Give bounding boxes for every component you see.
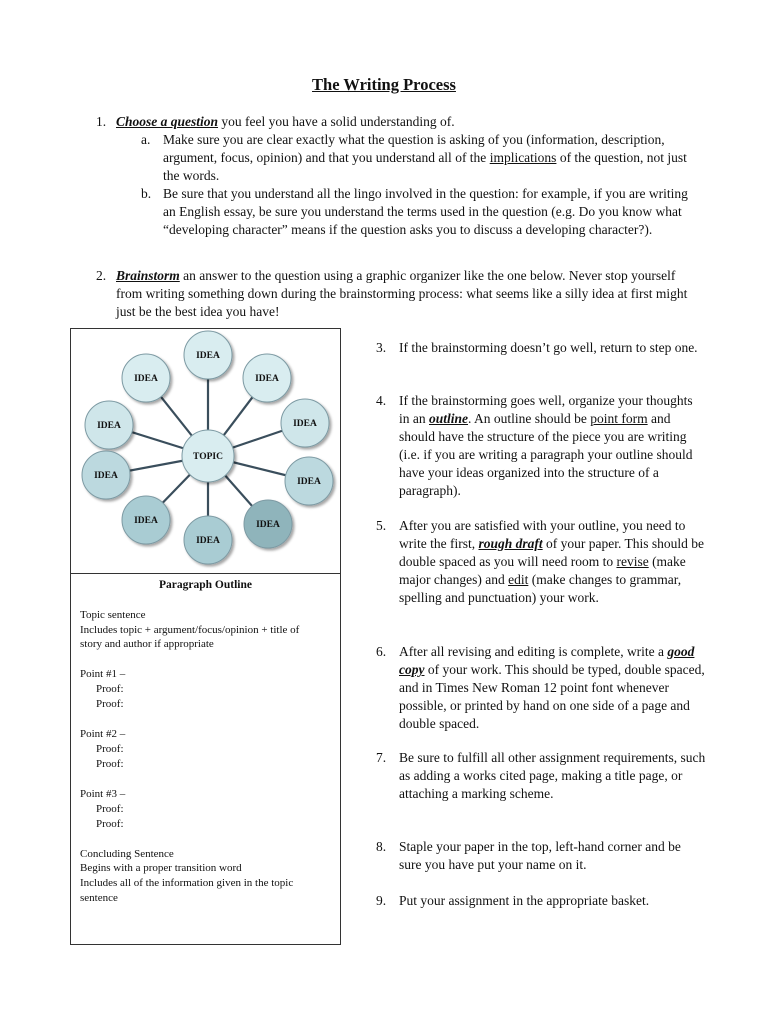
idea-node: [243, 354, 291, 402]
step-number: 4.: [376, 393, 387, 408]
emphasis: rough draft: [478, 536, 543, 551]
step-number: 1.: [96, 114, 107, 129]
step-number: 2.: [96, 268, 107, 283]
step-text-part: (make changes to grammar, spelling and punctuation) your work.: [399, 572, 682, 605]
step-text-part: of your work. This should be typed, double spaced, and in Times New Roman 12 point font whenever possible, or printed by hand on one side of a page and double spaced.: [399, 662, 705, 731]
step-text-part: If the brainstorming goes well, organize your thoughts in an: [399, 393, 693, 426]
step-3: [376, 339, 706, 357]
emphasis: good copy: [399, 644, 695, 677]
underlined-term: implications: [489, 150, 557, 165]
step-number: 8.: [376, 839, 387, 854]
underlined-term: edit: [508, 572, 529, 587]
idea-node-label: IDEA: [97, 421, 121, 431]
outline-title: Paragraph Outline: [159, 579, 252, 591]
step-1: [96, 113, 696, 131]
sub-text: Be sure that you understand all the lingo involved in the question: for example, if you are writing an English essay, be sure you understand the terms used in the question (e.g. Do you know what “developing character” means if the question asks you to discuss a developing character?).: [163, 186, 688, 237]
step-text: [116, 113, 696, 131]
sub-text-part: of the question, not just the words.: [163, 150, 687, 183]
outline-point-3: Point #3 –: [80, 788, 126, 800]
emphasis: Choose a question: [116, 114, 219, 129]
step-text: Staple your paper in the top, left-hand corner and be sure you have put your name on it.: [399, 839, 681, 872]
idea-node-label: IDEA: [94, 471, 118, 481]
underlined-term: point form: [590, 411, 648, 426]
outline-concluding-desc: sentence: [80, 892, 118, 904]
outline-proof: Proof:: [96, 683, 124, 695]
idea-node: [85, 401, 133, 449]
step-text-part: of your paper. This should be double spaced as you will need room to: [399, 536, 704, 569]
step-text: [116, 267, 696, 321]
idea-node-label: IDEA: [297, 477, 321, 487]
outline-proof: Proof:: [96, 758, 124, 770]
emphasis: outline: [429, 411, 469, 426]
idea-node: [281, 399, 329, 447]
step-text-part: After you are satisfied with your outline, you need to write the first,: [399, 518, 686, 551]
step-text-part: and should have the structure of the piece you are writing (i.e. if you are writing a paragraph your outline should have your ideas organized into the structure of a paragraph).: [399, 411, 693, 498]
step-text: [399, 392, 706, 500]
step-text-part: After all revising and editing is complete, write a: [399, 644, 668, 659]
topic-node-label: TOPIC: [193, 452, 223, 462]
idea-node-label: IDEA: [293, 419, 317, 429]
underlined-term: revise: [616, 554, 649, 569]
outline-concluding-desc: Includes all of the information given in the topic: [80, 877, 294, 889]
idea-node-label: IDEA: [134, 374, 158, 384]
idea-node: [184, 331, 232, 379]
step-text-part: (make major changes) and: [399, 554, 686, 587]
outline-concluding: Concluding Sentence: [80, 848, 174, 860]
page-title: The Writing Process: [312, 75, 456, 94]
graphic-organizer-box: [70, 328, 341, 945]
outline-proof: Proof:: [96, 698, 124, 710]
step-number: 5.: [376, 518, 387, 533]
idea-node: [82, 451, 130, 499]
topic-node: [182, 430, 234, 482]
outline-point-1: Point #1 –: [80, 668, 126, 680]
idea-node-label: IDEA: [196, 351, 220, 361]
step-text: [399, 517, 706, 607]
idea-node: [285, 457, 333, 505]
step-8: [376, 838, 706, 874]
step-7: [376, 749, 706, 803]
brainstorm-web-diagram: [71, 329, 340, 573]
step-text: Be sure to fulfill all other assignment requirements, such as adding a works cited page, making a title page, or attaching a marking scheme.: [399, 750, 706, 801]
idea-node-label: IDEA: [256, 520, 280, 530]
sub-text-part: Make sure you are clear exactly what the question is asking of you (information, description, argument, focus, opinion) and that you understand all of the: [163, 132, 665, 165]
idea-node: [122, 496, 170, 544]
idea-node-label: IDEA: [196, 536, 220, 546]
outline-point-2: Point #2 –: [80, 728, 126, 740]
outline-topic-desc: Includes topic + argument/focus/opinion + title of: [80, 624, 300, 636]
idea-node: [184, 516, 232, 564]
step-4: [376, 392, 706, 500]
outline-proof: Proof:: [96, 818, 124, 830]
step-number: 3.: [376, 340, 387, 355]
divider: [71, 573, 340, 574]
step-6: [376, 643, 706, 733]
sub-letter: a.: [141, 132, 151, 147]
step-9: [376, 892, 706, 910]
step-number: 9.: [376, 893, 387, 908]
idea-node: [122, 354, 170, 402]
outline-topic-sentence: Topic sentence: [80, 609, 146, 621]
step-1b: [141, 185, 696, 239]
step-text-rest: an answer to the question using a graphic organizer like the one below. Never stop yourself from writing something down during the brainstorming process: what seems like a silly idea at first might just be the best idea you have!: [116, 268, 688, 319]
idea-nodes: [82, 331, 333, 564]
idea-node-label: IDEA: [255, 374, 279, 384]
idea-node-label: IDEA: [134, 516, 158, 526]
step-text: Put your assignment in the appropriate basket.: [399, 893, 650, 908]
idea-node: [244, 500, 292, 548]
step-text: [399, 643, 706, 733]
outline-topic-desc: story and author if appropriate: [80, 638, 214, 650]
step-5: [376, 517, 706, 607]
step-text-rest: you feel you have a solid understanding of.: [218, 114, 455, 129]
sub-text: [163, 131, 696, 185]
step-1a: [141, 131, 696, 185]
emphasis: Brainstorm: [116, 268, 180, 283]
step-number: 6.: [376, 644, 387, 659]
step-2: [96, 267, 696, 321]
outline-proof: Proof:: [96, 803, 124, 815]
step-text: If the brainstorming doesn’t go well, return to step one.: [399, 340, 698, 355]
step-text-part: . An outline should be: [468, 411, 591, 426]
outline-concluding-desc: Begins with a proper transition word: [80, 862, 242, 874]
step-number: 7.: [376, 750, 387, 765]
sub-letter: b.: [141, 186, 152, 201]
outline-proof: Proof:: [96, 743, 124, 755]
